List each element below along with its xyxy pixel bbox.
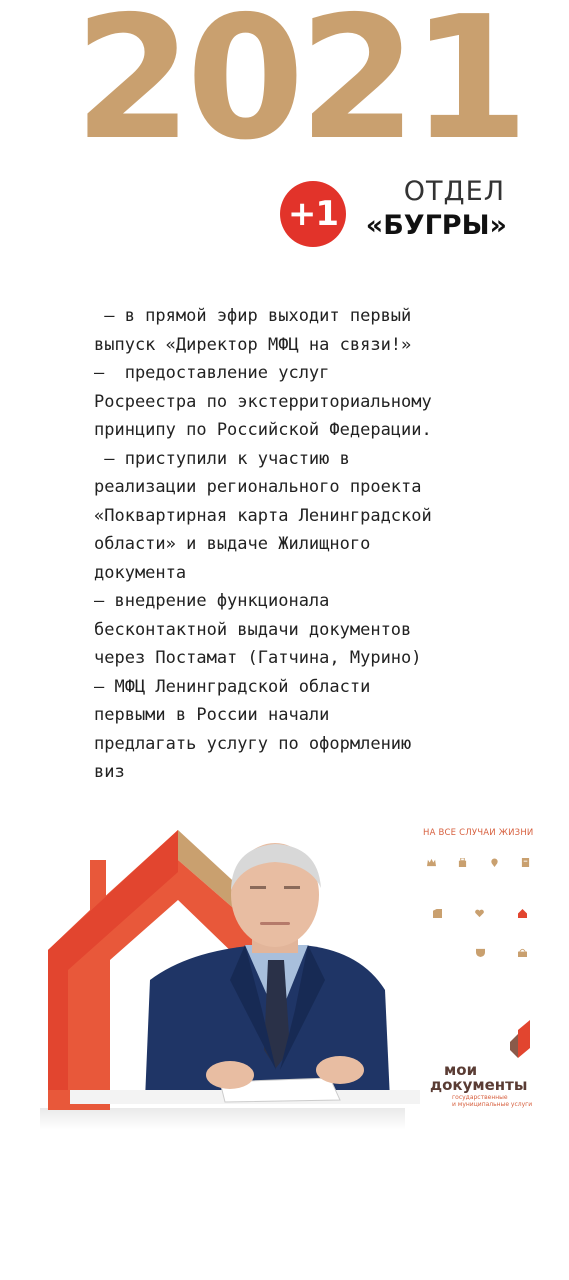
basket-icon — [518, 948, 527, 957]
text-line: Росреестра по экстерриториальному — [94, 391, 432, 412]
right-hand — [316, 1056, 364, 1084]
logo-subtitle-line1: государственные — [452, 1094, 508, 1101]
right-brow — [284, 886, 300, 889]
dept-name: «БУГРЫ» — [365, 210, 507, 241]
left-brow — [250, 886, 266, 889]
house-icon — [518, 909, 527, 918]
left-hand — [206, 1061, 254, 1089]
logo-mark-left — [510, 1034, 518, 1058]
text-line: — в прямой эфир выходит первый — [94, 306, 412, 326]
photo-shadow — [40, 1108, 405, 1130]
logo-mark-right — [518, 1020, 530, 1058]
text-line: — внедрение функционала — [94, 591, 330, 611]
text-line: реализации регионального проекта — [94, 477, 422, 497]
text-line: — предоставление услуг — [94, 363, 330, 383]
logo-title-line1: мои — [444, 1061, 478, 1079]
logo-title-line2: документы — [430, 1076, 528, 1094]
text-line: бесконтактной выдачи документов — [94, 619, 412, 640]
folder-icon — [433, 909, 442, 918]
mouth — [260, 922, 290, 925]
logo-title — [430, 1063, 527, 1093]
text-line: принципу по Российской Федерации. — [94, 420, 432, 440]
plus-one-badge: +1 — [280, 181, 346, 247]
achievements-text — [94, 302, 534, 787]
text-line: первыми в России начали — [94, 705, 330, 725]
text-line: виз — [94, 762, 125, 782]
text-line: «Поквартирная карта Ленинградской — [94, 505, 432, 526]
heart-icon — [475, 909, 484, 918]
text-line: — приступили к участию в — [94, 448, 350, 469]
tagline: НА ВСЕ СЛУЧАИ ЖИЗНИ — [423, 828, 534, 838]
shield-icon — [476, 948, 485, 957]
logo-subtitle-line2: и муниципальные услуги — [452, 1101, 533, 1108]
document-icon — [521, 858, 530, 867]
pin-icon — [490, 858, 499, 867]
text-line: области» и выдаче Жилищного — [94, 534, 371, 554]
year-title: 2021 — [74, 0, 524, 178]
text-line: — МФЦ Ленинградской области — [94, 676, 371, 697]
text-line: через Постамат (Гатчина, Мурино) — [94, 648, 422, 668]
text-line: предлагать услугу по оформлению — [94, 733, 412, 754]
logo-subtitle — [452, 1094, 532, 1108]
text-line: выпуск «Директор МФЦ на связи!» — [94, 334, 412, 355]
dept-label: ОТДЕЛ — [403, 176, 505, 207]
crown-icon — [427, 858, 436, 867]
bag-icon — [458, 858, 467, 867]
text-line: документа — [94, 562, 187, 583]
